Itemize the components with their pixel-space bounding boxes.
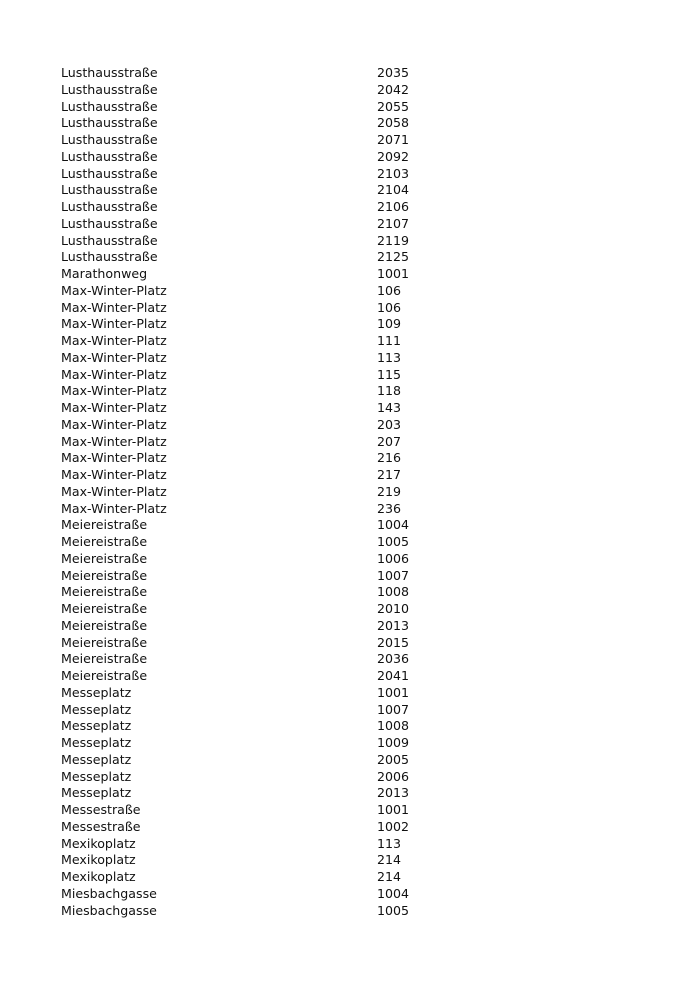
street-name-cell: Meiereistraße [61,634,148,650]
street-name-cell: Messeplatz [61,751,132,767]
house-number-cell: 2036 [377,651,410,667]
table-row [61,65,461,82]
house-number-cell: 1004 [377,885,410,901]
street-name-cell: Lusthausstraße [61,115,158,131]
house-number-cell: 115 [377,366,402,382]
house-number-cell: 219 [377,483,402,499]
table-row [61,836,461,853]
street-name-cell: Max-Winter-Platz [61,483,167,499]
table-row [61,249,461,266]
street-name-cell: Meiereistraße [61,550,148,566]
table-row [61,568,461,585]
table-row [61,199,461,216]
street-name-cell: Max-Winter-Platz [61,333,167,348]
table-row [61,383,461,400]
street-name-cell: Messeplatz [61,768,132,784]
house-number-cell: 106 [377,299,402,315]
street-name-cell: Max-Winter-Platz [61,450,167,466]
table-row [61,350,461,367]
table-row [61,501,461,518]
table-row [61,651,461,668]
house-number-cell: 2107 [377,215,410,231]
street-name-cell: Meiereistraße [61,651,148,667]
street-name-cell: Lusthausstraße [61,215,158,231]
house-number-cell: 2010 [377,601,410,616]
house-number-cell: 214 [377,852,402,868]
house-number-cell: 217 [377,467,402,482]
house-number-cell: 1009 [377,735,410,750]
house-number-cell: 207 [377,433,402,449]
street-number-table [61,65,461,919]
house-number-cell: 2015 [377,634,410,650]
table-row [61,450,461,467]
house-number-cell: 111 [377,333,402,348]
table-row [61,869,461,886]
table-row [61,367,461,384]
street-name-cell: Miesbachgasse [61,902,157,918]
table-row [61,551,461,568]
table-row [61,769,461,786]
table-row [61,802,461,819]
street-name-cell: Max-Winter-Platz [61,500,167,516]
street-name-cell: Meiereistraße [61,668,148,683]
house-number-cell: 113 [377,349,402,365]
house-number-cell: 1007 [377,701,410,717]
street-name-cell: Lusthausstraße [61,199,158,214]
table-row [61,618,461,635]
street-name-cell: Messeplatz [61,701,132,717]
house-number-cell: 2071 [377,132,410,147]
table-row [61,99,461,116]
street-name-cell: Lusthausstraße [61,182,158,198]
table-row [61,149,461,166]
street-name-cell: Lusthausstraße [61,98,158,114]
street-name-cell: Meiereistraße [61,517,148,533]
house-number-cell: 1008 [377,718,410,734]
street-name-cell: Lusthausstraße [61,81,158,97]
table-row [61,903,461,920]
table-row [61,635,461,652]
table-row [61,216,461,233]
house-number-cell: 2104 [377,182,410,198]
table-row [61,752,461,769]
table-row [61,852,461,869]
house-number-cell: 2092 [377,148,410,164]
house-number-cell: 1004 [377,517,410,533]
table-row [61,484,461,501]
house-number-cell: 1007 [377,567,410,583]
table-row [61,300,461,317]
table-row [61,467,461,484]
table-row [61,417,461,434]
street-name-cell: Messeplatz [61,684,132,700]
house-number-cell: 1005 [377,534,410,549]
street-name-cell: Marathonweg [61,266,148,281]
street-name-cell: Messeplatz [61,718,132,734]
house-number-cell: 2006 [377,768,410,784]
house-number-cell: 236 [377,500,402,516]
street-name-cell: Max-Winter-Platz [61,400,167,415]
table-row [61,82,461,99]
street-name-cell: Meiereistraße [61,617,148,633]
table-row [61,266,461,283]
table-row [61,819,461,836]
table-row [61,115,461,132]
street-name-cell: Messestraße [61,818,141,834]
house-number-cell: 113 [377,835,402,851]
table-row [61,785,461,802]
street-name-cell: Meiereistraße [61,534,148,549]
house-number-cell: 2005 [377,751,410,767]
table-row [61,886,461,903]
house-number-cell: 143 [377,400,402,415]
house-number-cell: 1006 [377,550,410,566]
house-number-cell: 1001 [377,684,410,700]
house-number-cell: 1008 [377,584,410,600]
house-number-cell: 1002 [377,818,410,834]
house-number-cell: 2103 [377,165,410,181]
street-name-cell: Miesbachgasse [61,885,157,901]
house-number-cell: 216 [377,450,402,466]
house-number-cell: 2055 [377,98,410,114]
street-name-cell: Max-Winter-Platz [61,366,167,382]
street-name-cell: Lusthausstraße [61,148,158,164]
house-number-cell: 1001 [377,266,410,281]
house-number-cell: 2041 [377,668,410,683]
street-name-cell: Mexikoplatz [61,835,136,851]
street-name-cell: Max-Winter-Platz [61,383,167,399]
house-number-cell: 2042 [377,81,410,97]
street-name-cell: Messestraße [61,802,141,817]
house-number-cell: 2125 [377,249,410,265]
street-name-cell: Meiereistraße [61,584,148,600]
table-row [61,283,461,300]
street-name-cell: Max-Winter-Platz [61,299,167,315]
street-name-cell: Max-Winter-Platz [61,349,167,365]
table-row [61,132,461,149]
table-row [61,517,461,534]
street-name-cell: Meiereistraße [61,567,148,583]
house-number-cell: 2106 [377,199,410,214]
street-name-cell: Lusthausstraße [61,165,158,181]
street-name-cell: Lusthausstraße [61,65,158,80]
house-number-cell: 109 [377,316,402,332]
street-name-cell: Messeplatz [61,785,132,801]
street-name-cell: Max-Winter-Platz [61,416,167,432]
street-name-cell: Max-Winter-Platz [61,433,167,449]
house-number-cell: 2058 [377,115,410,131]
house-number-cell: 1001 [377,802,410,817]
street-name-cell: Mexikoplatz [61,869,136,884]
house-number-cell: 106 [377,282,402,298]
house-number-cell: 2013 [377,617,410,633]
table-row [61,316,461,333]
house-number-cell: 2013 [377,785,410,801]
street-name-cell: Max-Winter-Platz [61,467,167,482]
table-row [61,434,461,451]
street-name-cell: Max-Winter-Platz [61,316,167,332]
table-row [61,718,461,735]
table-row [61,735,461,752]
table-row [61,333,461,350]
house-number-cell: 2035 [377,65,410,80]
street-name-cell: Lusthausstraße [61,132,158,147]
table-row [61,668,461,685]
table-row [61,534,461,551]
street-name-cell: Lusthausstraße [61,249,158,265]
house-number-cell: 214 [377,869,402,884]
street-name-cell: Max-Winter-Platz [61,282,167,298]
table-row [61,233,461,250]
house-number-cell: 2119 [377,232,410,248]
table-row [61,702,461,719]
street-name-cell: Mexikoplatz [61,852,136,868]
street-name-cell: Lusthausstraße [61,232,158,248]
street-name-cell: Messeplatz [61,735,132,750]
house-number-cell: 118 [377,383,402,399]
house-number-cell: 203 [377,416,402,432]
table-row [61,400,461,417]
street-name-cell: Meiereistraße [61,601,148,616]
table-row [61,584,461,601]
table-row [61,182,461,199]
table-row [61,601,461,618]
table-row [61,685,461,702]
table-row [61,166,461,183]
house-number-cell: 1005 [377,902,410,918]
